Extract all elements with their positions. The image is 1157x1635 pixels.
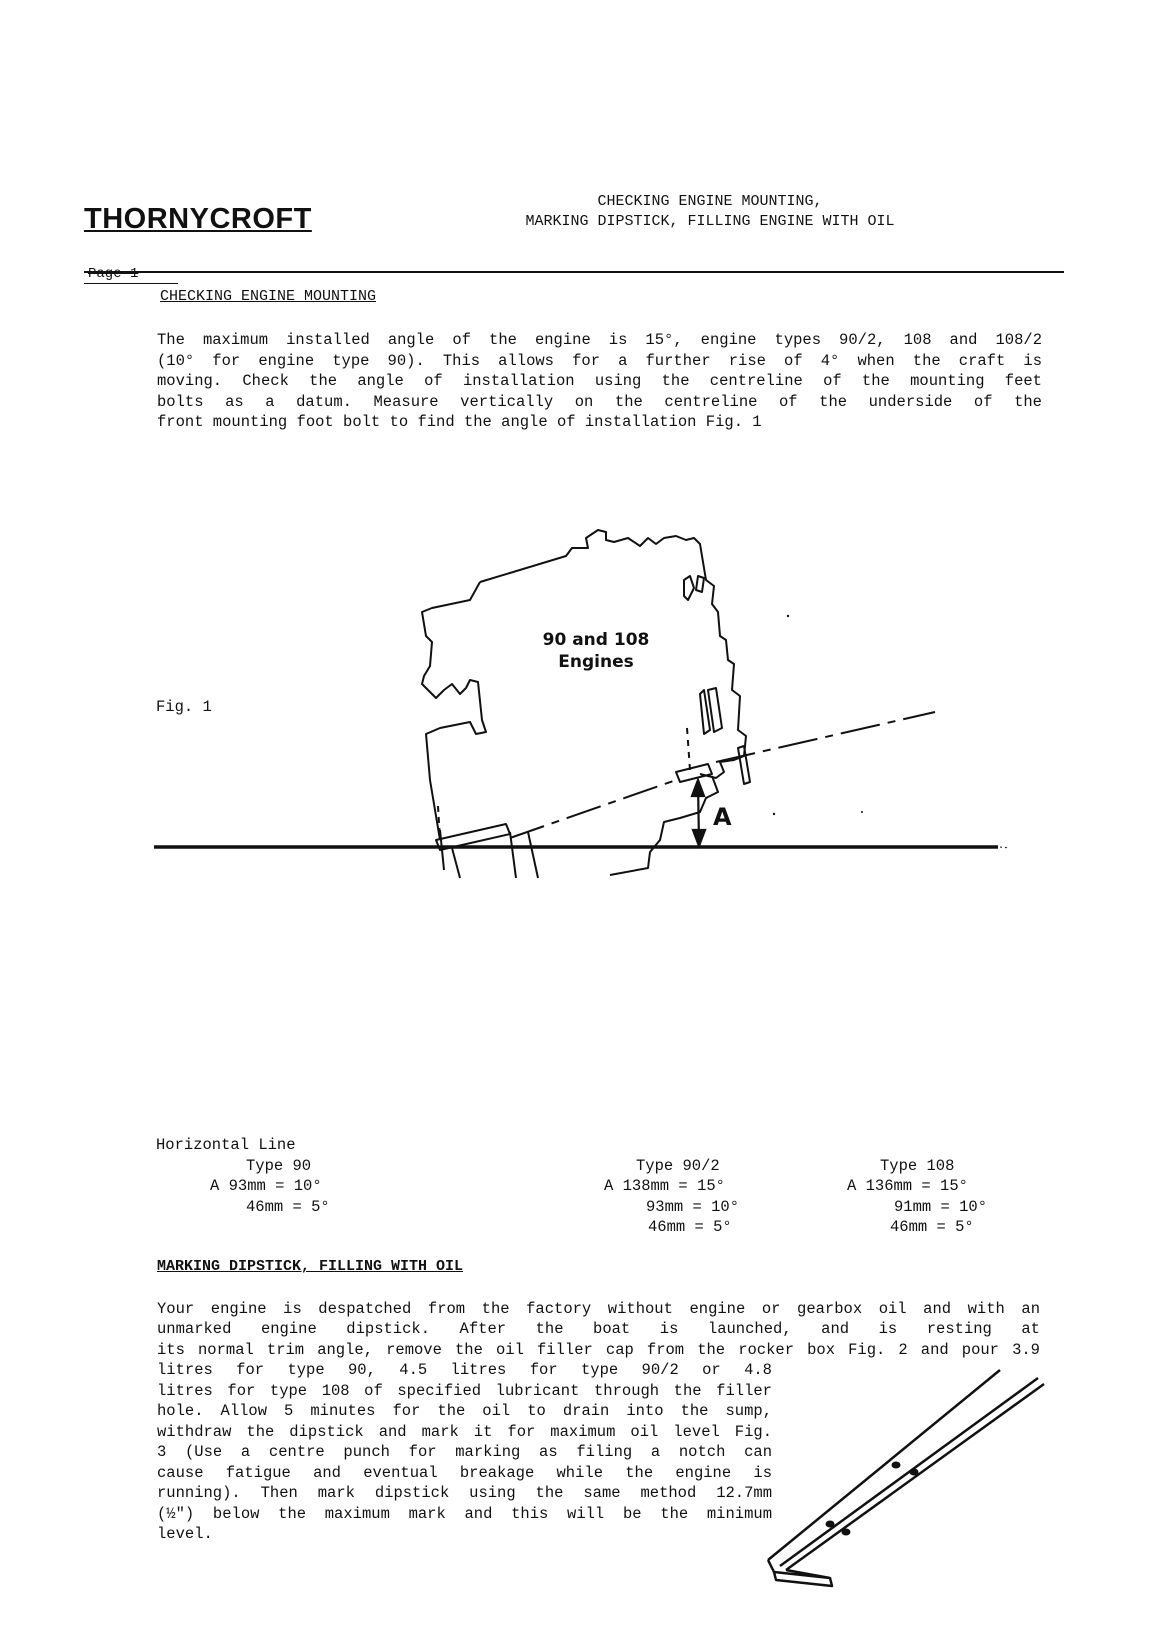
paragraph-line: (½") below the maximum mark and this will be the minimum [157,1505,772,1523]
dipstick-mark-dot [910,1469,919,1476]
type90-row: 46mm = 5° [246,1198,330,1216]
paragraph-line: litres for type 90, 4.5 litres for type 90/2 or 4.8 [157,1361,772,1379]
diagram-dot [861,811,863,813]
type90-2-row: A 138mm = 15° [604,1177,725,1195]
paragraph-line: Your engine is despatched from the factory without engine or gearbox oil and with an [157,1300,1040,1318]
engine-left-side [422,582,486,840]
engine-label-line1: 90 and 108 [542,630,650,650]
brand-title: THORNYCROFT [84,203,312,235]
dipstick-end [768,1560,830,1578]
mounting-centreline [510,780,676,838]
paragraph-line: unmarked engine dipstick. After the boat is launched, and is resting at [157,1320,1040,1338]
engine-fitting [738,746,750,784]
paragraph-line: front mounting foot bolt to find the angle of installation Fig. 1 [157,413,762,431]
paragraph-line: 3 (Use a centre punch for marking as filing a notch can [157,1443,772,1461]
dimension-a-label: A [713,803,732,831]
rear-foot-legs [452,832,538,878]
horizontal-line-label: Horizontal Line [156,1136,296,1154]
paragraph-line: (10° for engine type 90). This allows for a further rise of 4° when the craft is [157,352,1042,370]
header-title-line2: MARKING DIPSTICK, FILLING ENGINE WITH OIL [525,213,895,230]
section-heading-dipstick: MARKING DIPSTICK, FILLING WITH OIL [157,1258,464,1275]
type90-row: A 93mm = 10° [210,1177,322,1195]
paragraph-line: its normal trim angle, remove the oil filler cap from the rocker box Fig. 2 and pour 3.9 [157,1341,1040,1359]
vertical-reference [687,728,690,770]
figure-1-label: Fig. 1 [156,698,212,716]
dipstick-mark-dot [892,1462,901,1469]
dipstick-illustration [760,1360,1060,1590]
front-mounting-foot [676,764,712,782]
mounting-centreline-ext [716,712,935,762]
paragraph-line: litres for type 108 of specified lubricant through the filler [157,1382,772,1400]
dipstick-edge [768,1370,1000,1560]
dipstick-edge [786,1384,1044,1570]
type90-2-row: 93mm = 10° [646,1198,740,1216]
paragraph-line: The maximum installed angle of the engine is 15°, engine types 90/2, 108 and 108/2 [157,331,1042,349]
horizontal-line-tick [1000,847,1010,848]
dipstick-mark-dot [842,1529,851,1536]
engine-port-detail [684,576,694,600]
type90-2-heading: Type 90/2 [636,1157,720,1175]
page-label: Page 1 [88,266,139,282]
type90-heading: Type 90 [246,1157,312,1175]
type108-row: A 136mm = 15° [847,1177,968,1195]
paragraph-line: moving. Check the angle of installation using the centreline of the mounting feet [157,372,1042,390]
dipstick-mark-dot [826,1521,835,1528]
engine-port-detail [696,576,704,592]
paragraph-line: cause fatigue and eventual breakage while the engine is [157,1464,772,1482]
type108-heading: Type 108 [880,1157,955,1175]
header-title-line1: CHECKING ENGINE MOUNTING, [597,193,823,210]
dipstick-edge [780,1378,1038,1566]
paragraph-line: running). Then mark dipstick using the same method 12.7mm [157,1484,772,1502]
engine-label-line2: Engines [558,652,634,672]
diagram-dot [773,813,775,815]
paragraph-line: hole. Allow 5 minutes for the oil to drain into the sump, [157,1402,772,1420]
paragraph-line: level. [157,1525,213,1543]
type108-row: 91mm = 10° [894,1198,988,1216]
type108-row: 46mm = 5° [890,1218,974,1236]
arrow-head-down [693,830,705,846]
paragraph-line: withdraw the dipstick and mark it for maximum oil level Fig. [157,1423,772,1441]
diagram-dot [787,615,789,617]
paragraph-line: bolts as a datum. Measure vertically on the centreline of the underside of the [157,393,1042,411]
section-heading-engine-mounting: CHECKING ENGINE MOUNTING [160,288,377,305]
type90-2-row: 46mm = 5° [648,1218,732,1236]
arrow-head-up [692,780,704,796]
